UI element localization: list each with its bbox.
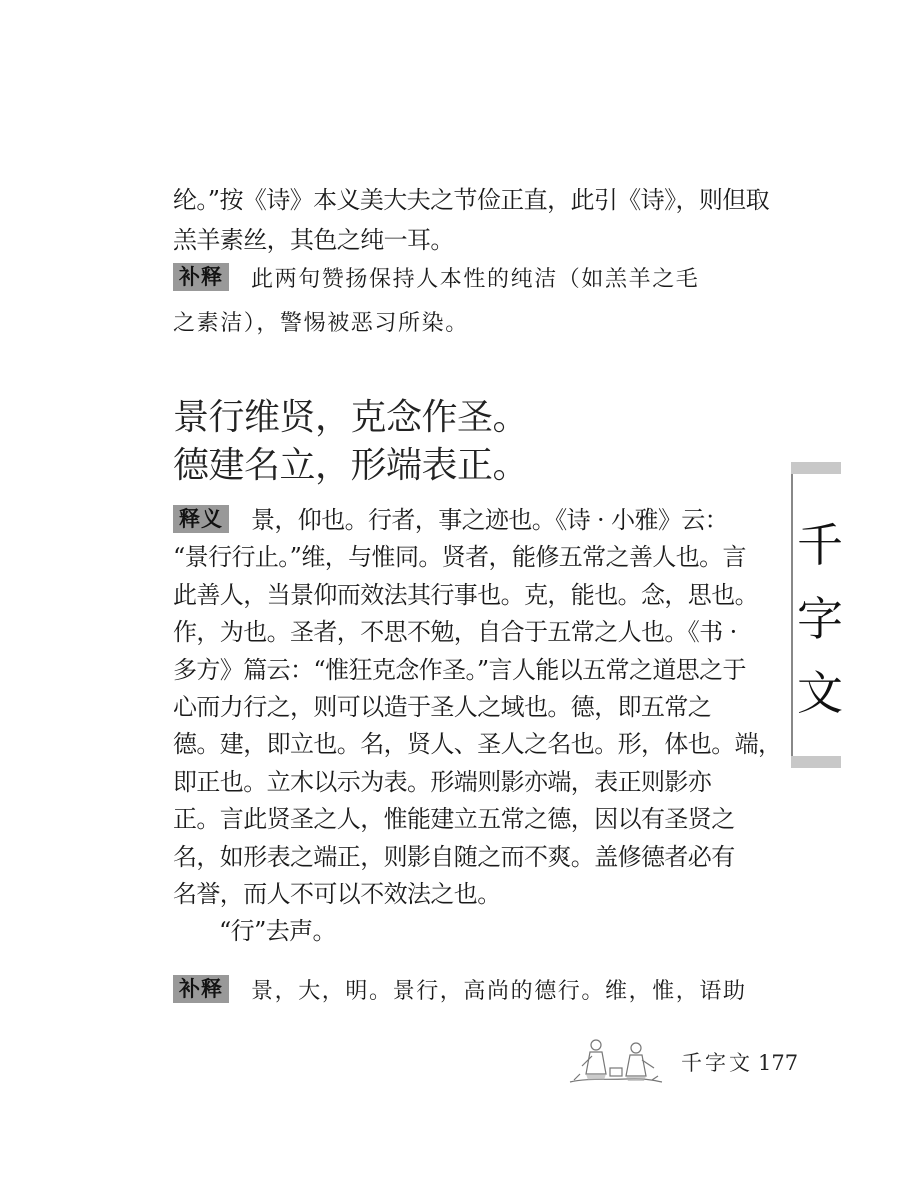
text-line: 羔羊素丝，其色之纯一耳。	[173, 226, 454, 254]
footer-book-title: 千字文	[681, 1051, 753, 1075]
supplementary-note-2	[173, 972, 747, 1012]
scholars-illustration	[566, 1036, 664, 1084]
explanation	[173, 502, 782, 951]
chapter-side-tab	[791, 462, 841, 768]
pronunciation-note: “行”去声。	[219, 917, 336, 946]
text-line: 景，仰也。行者，事之迹也。《诗 · 小雅》云：	[251, 506, 729, 534]
continued-commentary	[173, 180, 770, 260]
side-tab-char: 字	[797, 592, 843, 646]
text-line: “景行行止。”维，与惟同。贤者，能修五常之善人也。言	[173, 543, 746, 572]
text-line: 此善人，当景仰而效法其行事也。克，能也。念，思也。	[173, 580, 758, 609]
text-line: 名誉，而人不可以不效法之也。	[173, 880, 501, 909]
text-line: 即正也。立木以示为表。形端则影亦端，表正则影亦	[173, 767, 712, 796]
text-line: 景，大，明。景行，高尚的德行。维，惟，语助	[251, 979, 747, 1004]
tab-rule	[791, 462, 793, 768]
verse-line: 景行维贤，克念作圣。	[173, 397, 529, 438]
side-tab-char: 千	[797, 518, 843, 572]
text-line: 作，为也。圣者，不思不勉，自合于五常之人也。《书 ·	[173, 618, 737, 647]
tab-bottom-bar	[791, 756, 841, 768]
tab-top-bar	[791, 462, 841, 474]
supplementary-note	[173, 258, 743, 346]
text-line: 名，如形表之端正，则影自随之而不爽。盖修德者必有	[173, 842, 735, 871]
buchi-label: 补释	[173, 975, 229, 1003]
shiyi-label: 释义	[173, 505, 229, 533]
verse-heading	[173, 394, 743, 490]
verse-line: 德建名立，形端表正。	[173, 445, 529, 486]
text-line: 德。建，即立也。名，贤人、圣人之名也。形，体也。端，	[173, 730, 782, 759]
text-line: 正。言此贤圣之人，惟能建立五常之德，因以有圣贤之	[173, 805, 735, 834]
text-line: 之素洁），警惕被恶习所染。	[173, 311, 469, 336]
text-line: 多方》篇云：“惟狂克念作圣。”言人能以五常之道思之于	[173, 655, 746, 684]
text-line: 此两句赞扬保持人本性的纯洁（如羔羊之毛	[251, 267, 700, 292]
page-number: 177	[758, 1051, 799, 1075]
buchi-label: 补释	[173, 263, 229, 291]
text-line: 纶。”按《诗》本义美大夫之节俭正直，此引《诗》，则但取	[173, 186, 770, 214]
text-line: 心而力行之，则可以造于圣人之域也。德，即五常之	[173, 693, 712, 722]
side-tab-char: 文	[797, 666, 843, 720]
